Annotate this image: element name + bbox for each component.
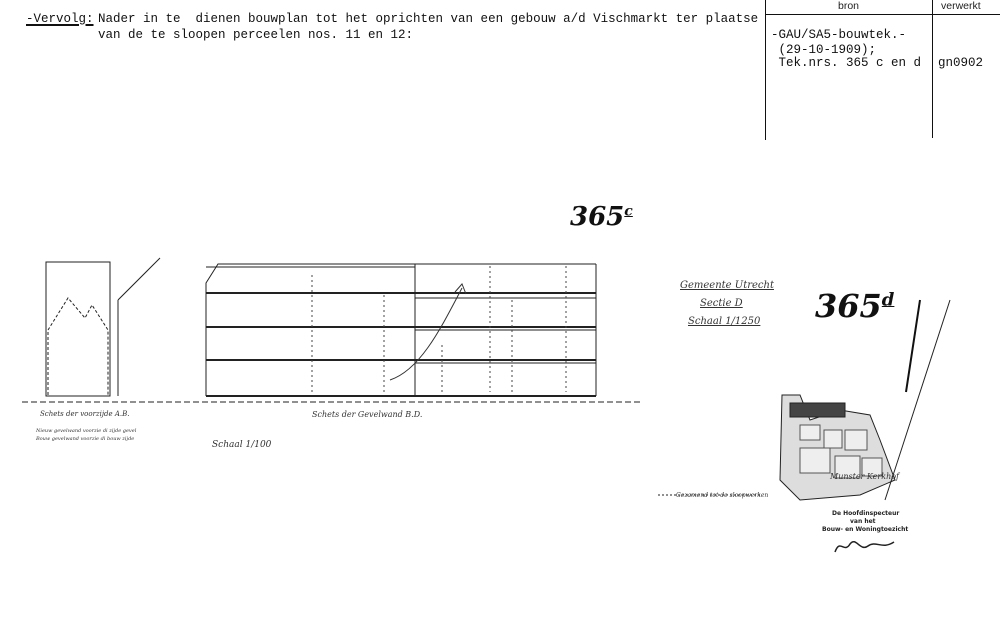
bron-line-1: -GAU/SA5-bouwtek.-	[771, 28, 907, 42]
mid-caption: Schets der Gevelwand B.D.	[312, 410, 423, 419]
stamp-line-2: van het	[850, 518, 876, 525]
scale-c: Schaal 1/100	[212, 440, 272, 450]
municipality-label: Gemeente Utrecht	[680, 280, 774, 291]
stamp-line-3: Bouw- en Woningtoezicht	[822, 526, 909, 533]
diagonal-line	[118, 258, 160, 300]
bron-line-2: (29-10-1909);	[771, 43, 877, 57]
verwerkt-header: verwerkt	[941, 0, 981, 12]
sheet-number-d: 365$^d$	[815, 287, 895, 325]
bron-line-3: Tek.nrs. 365 c en d	[771, 56, 922, 70]
description-line-2: van de te sloopen perceelen nos. 11 en 12:	[98, 28, 414, 42]
stamp-line-1: De Hoofdinspecteur	[832, 510, 900, 517]
verwerkt-value: gn0902	[938, 56, 984, 70]
vervolg-label: -Vervolg:	[26, 12, 94, 26]
street-label: Munster Kerkhof	[830, 472, 900, 481]
left-caption: Schets der voorzijde A.B.	[40, 410, 130, 418]
section-label: Sectie D	[700, 298, 743, 309]
house-outline	[46, 262, 110, 396]
bron-header: bron	[838, 0, 860, 12]
sheet-number-c: 365$^c$	[570, 202, 633, 232]
left-note-1: Nieuw gevelwand voorzie di zijde gevel	[36, 428, 137, 434]
left-note-2: Bouw gevelwand voorzie di bouw zijde	[36, 436, 135, 442]
house-gable	[48, 298, 108, 395]
description-line-1: Nader in te dienen bouwplan tot het oprichten van een gebouw a/d Vischmarkt ter plaatse	[98, 12, 759, 26]
signature-mark	[830, 534, 900, 558]
scale-d: Schaal 1/1250	[688, 316, 761, 327]
signature-line: Gezamend tot de sloopwerken	[676, 492, 769, 499]
